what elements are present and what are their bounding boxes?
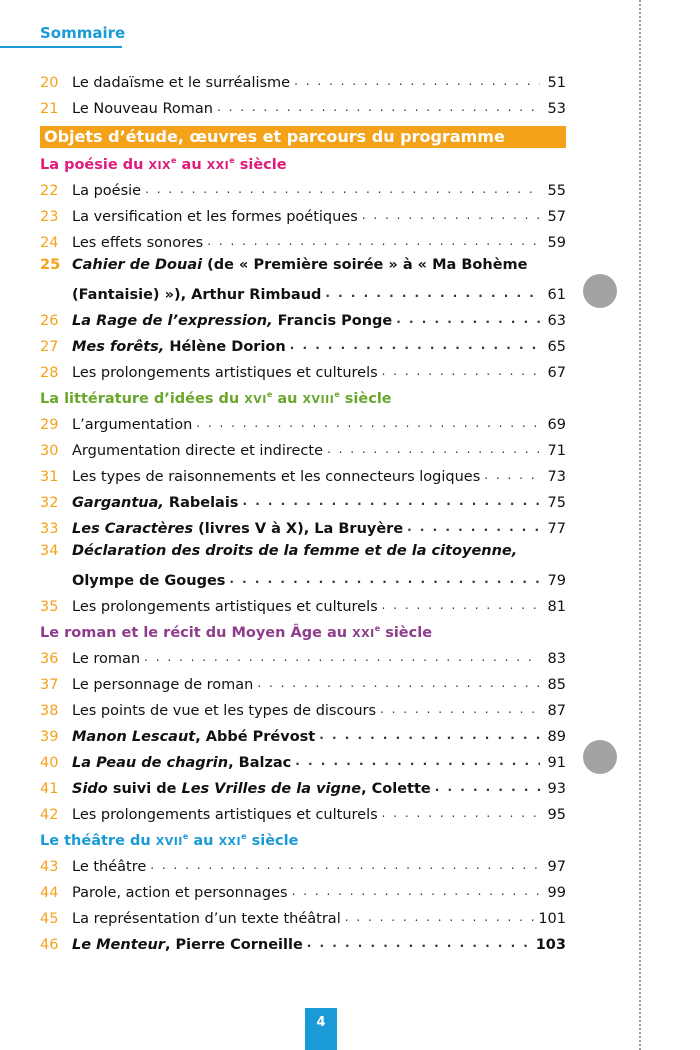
toc-entry-26[interactable] <box>40 304 566 330</box>
leader-dots <box>380 700 540 718</box>
entry-page: 103 <box>535 937 566 953</box>
leader-dots <box>382 596 540 614</box>
toc-entry-38[interactable] <box>40 694 566 720</box>
toc-entry-25[interactable] <box>40 252 566 304</box>
toc-entry-44[interactable] <box>40 876 566 902</box>
entry-number: 27 <box>40 339 59 355</box>
leader-dots <box>257 674 540 692</box>
toc-entry-24[interactable] <box>40 226 566 252</box>
entry-number: 42 <box>40 807 59 823</box>
entry-title: La versification et les formes poétiques <box>72 209 358 225</box>
entry-title: Les effets sonores <box>72 235 204 251</box>
entry-page: 81 <box>547 599 566 615</box>
leader-dots <box>217 98 540 116</box>
entry-number: 35 <box>40 599 59 615</box>
section-title-idees: La littérature d’idées du XVIe au XVIIIe siècle <box>40 390 392 407</box>
table-of-contents <box>40 66 566 954</box>
program-band: Objets d’étude, œuvres et parcours du programme <box>40 126 566 148</box>
toc-entry-30[interactable] <box>40 434 566 460</box>
toc-entry-35[interactable] <box>40 590 566 616</box>
entry-title: Les prolongements artistiques et culturels <box>72 599 378 615</box>
entry-page: 63 <box>547 313 566 329</box>
entry-page: 97 <box>547 859 566 875</box>
entry-page: 87 <box>547 703 566 719</box>
toc-entry-46[interactable] <box>40 928 566 954</box>
entry-title: La Rage de l’expression, Francis Ponge <box>72 313 393 329</box>
entry-page: 101 <box>538 911 566 927</box>
entry-number: 29 <box>40 417 59 433</box>
entry-title: Les Caractères (livres V à X), La Bruyère <box>72 521 404 537</box>
entry-title: Les points de vue et les types de discours <box>72 703 377 719</box>
toc-entry-39[interactable] <box>40 720 566 746</box>
leader-dots <box>229 570 540 588</box>
entry-number: 44 <box>40 885 59 901</box>
entry-title: Sido suivi de Les Vrilles de la vigne, Colette <box>72 781 431 797</box>
leader-dots <box>295 752 540 770</box>
entry-title: Mes forêts, Hélène Dorion <box>72 339 286 355</box>
toc-entry-28[interactable] <box>40 356 566 382</box>
entry-number: 45 <box>40 911 59 927</box>
toc-entry-45[interactable] <box>40 902 566 928</box>
leader-dots <box>435 778 540 796</box>
leader-dots <box>484 466 540 484</box>
section-title-poesie: La poésie du XIXe au XXIe siècle <box>40 156 287 173</box>
entry-title: L’argumentation <box>72 417 193 433</box>
entry-title: Les prolongements artistiques et culturels <box>72 365 378 381</box>
entry-number: 31 <box>40 469 59 485</box>
entry-title: La poésie <box>72 183 142 199</box>
leader-dots <box>407 518 540 536</box>
toc-entry-23[interactable] <box>40 200 566 226</box>
entry-number: 46 <box>40 937 59 953</box>
entry-number: 34 <box>40 543 59 559</box>
entry-title-line1: Déclaration des droits de la femme et de la citoyenne, <box>72 543 518 559</box>
leader-dots <box>145 180 540 198</box>
entry-number: 39 <box>40 729 59 745</box>
leader-dots <box>196 414 540 432</box>
entry-number: 25 <box>40 257 61 273</box>
page-header: Sommaire <box>40 24 126 42</box>
leader-dots <box>382 804 540 822</box>
leader-dots <box>292 882 540 900</box>
binder-hole-bottom <box>583 740 617 774</box>
entry-number: 32 <box>40 495 59 511</box>
entry-page: 91 <box>547 755 566 771</box>
toc-entry-29[interactable] <box>40 408 566 434</box>
entry-title: Le personnage de roman <box>72 677 254 693</box>
leader-dots <box>207 232 540 250</box>
entry-title: Parole, action et personnages <box>72 885 288 901</box>
leader-dots <box>307 934 532 952</box>
toc-entry-42[interactable] <box>40 798 566 824</box>
entry-title: Argumentation directe et indirecte <box>72 443 324 459</box>
toc-entry-36[interactable] <box>40 642 566 668</box>
entry-page: 95 <box>547 807 566 823</box>
entry-number: 41 <box>40 781 59 797</box>
entry-page: 89 <box>547 729 566 745</box>
entry-page: 67 <box>547 365 566 381</box>
toc-entry-20[interactable] <box>40 66 566 92</box>
entry-page: 59 <box>547 235 566 251</box>
entry-page: 71 <box>547 443 566 459</box>
entry-page: 85 <box>547 677 566 693</box>
leader-dots <box>150 856 540 874</box>
entry-page: 99 <box>547 885 566 901</box>
leader-dots <box>242 492 540 510</box>
leader-dots <box>345 908 535 926</box>
page-number-tab: 4 <box>305 1008 337 1050</box>
entry-title: Le Menteur, Pierre Corneille <box>72 937 303 953</box>
toc-entry-40[interactable] <box>40 746 566 772</box>
entry-title: Les prolongements artistiques et culturels <box>72 807 378 823</box>
toc-entry-43[interactable] <box>40 850 566 876</box>
entry-title: Les types de raisonnements et les connecteurs logiques <box>72 469 481 485</box>
toc-entry-34[interactable] <box>40 538 566 590</box>
entry-page: 53 <box>547 101 566 117</box>
entry-number: 22 <box>40 183 59 199</box>
binder-hole-top <box>583 274 617 308</box>
leader-dots <box>382 362 540 380</box>
entry-number: 20 <box>40 75 59 91</box>
entry-title: Le dadaïsme et le surréalisme <box>72 75 291 91</box>
entry-title-line2: (Fantaisie) »), Arthur Rimbaud <box>72 287 322 303</box>
entry-page: 77 <box>547 521 566 537</box>
toc-entry-41[interactable] <box>40 772 566 798</box>
entry-page: 79 <box>547 573 566 589</box>
leader-dots <box>294 72 540 90</box>
toc-entry-22[interactable] <box>40 174 566 200</box>
entry-number: 26 <box>40 313 59 329</box>
toc-entry-37[interactable] <box>40 668 566 694</box>
toc-entry-27[interactable] <box>40 330 566 356</box>
entry-page: 93 <box>547 781 566 797</box>
toc-entry-21[interactable] <box>40 92 566 118</box>
entry-number: 28 <box>40 365 59 381</box>
entry-number: 24 <box>40 235 59 251</box>
section-title-roman: Le roman et le récit du Moyen Âge au XXIe siècle <box>40 624 433 641</box>
toc-entry-33[interactable] <box>40 512 566 538</box>
entry-title: Le théâtre <box>72 859 147 875</box>
leader-dots <box>362 206 540 224</box>
leader-dots <box>144 648 540 666</box>
entry-number: 36 <box>40 651 59 667</box>
entry-title: Manon Lescaut, Abbé Prévost <box>72 729 316 745</box>
entry-page: 69 <box>547 417 566 433</box>
entry-page: 73 <box>547 469 566 485</box>
entry-number: 23 <box>40 209 59 225</box>
entry-page: 57 <box>547 209 566 225</box>
entry-number: 38 <box>40 703 59 719</box>
leader-dots <box>325 284 540 302</box>
leader-dots <box>319 726 540 744</box>
leader-dots <box>290 336 540 354</box>
entry-page: 51 <box>547 75 566 91</box>
leader-dots <box>327 440 540 458</box>
leader-dots <box>396 310 540 328</box>
entry-number: 30 <box>40 443 59 459</box>
entry-title: La représentation d’un texte théâtral <box>72 911 341 927</box>
entry-title: La Peau de chagrin, Balzac <box>72 755 292 771</box>
entry-number: 40 <box>40 755 59 771</box>
entry-title: Le Nouveau Roman <box>72 101 213 117</box>
entry-page: 75 <box>547 495 566 511</box>
toc-entry-32[interactable] <box>40 486 566 512</box>
section-title-theatre: Le théâtre du XVIIe au XXIe siècle <box>40 832 299 849</box>
entry-page: 55 <box>547 183 566 199</box>
entry-number: 43 <box>40 859 59 875</box>
entry-page: 61 <box>547 287 566 303</box>
entry-title: Le roman <box>72 651 141 667</box>
entry-title-line2: Olympe de Gouges <box>72 573 226 589</box>
perforation-line <box>639 0 641 1050</box>
entry-page: 65 <box>547 339 566 355</box>
entry-title: Gargantua, Rabelais <box>72 495 239 511</box>
entry-number: 21 <box>40 101 59 117</box>
entry-number: 37 <box>40 677 59 693</box>
entry-number: 33 <box>40 521 59 537</box>
entry-page: 83 <box>547 651 566 667</box>
entry-title-line1: Cahier de Douai (de « Première soirée » à « Ma Bohème <box>72 257 528 273</box>
toc-entry-31[interactable] <box>40 460 566 486</box>
header-rule <box>0 46 122 48</box>
